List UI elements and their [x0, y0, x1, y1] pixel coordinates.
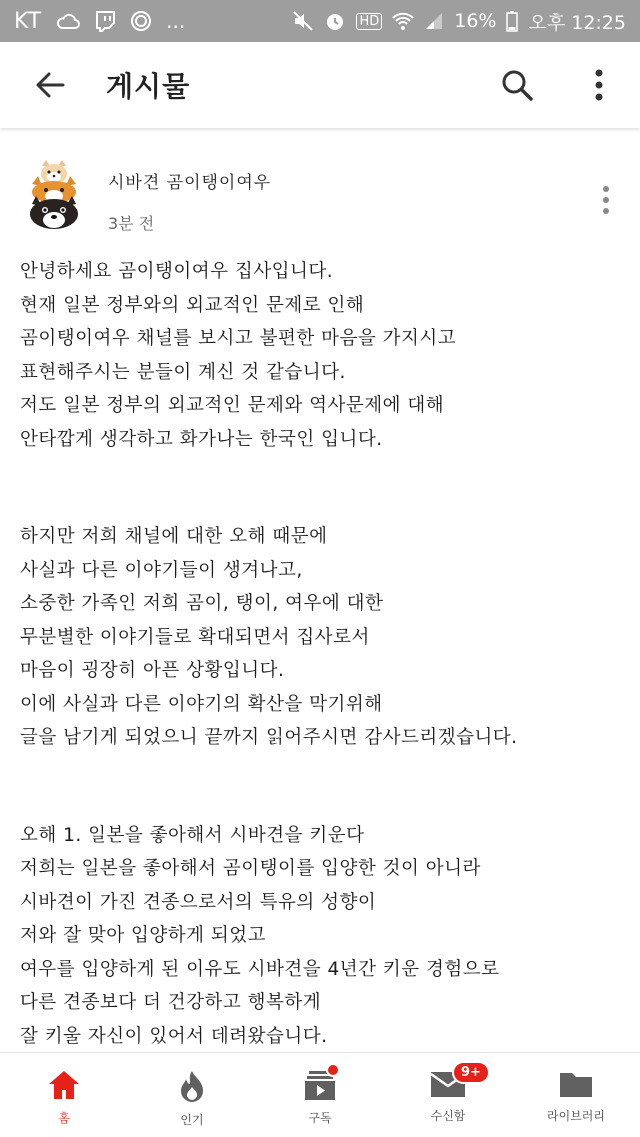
- alarm-icon: [324, 10, 346, 32]
- text-line: 오해 1. 일본을 좋아해서 시바견을 키운다: [20, 824, 365, 846]
- signal-icon: [424, 11, 444, 31]
- text-line: 마음이 굉장히 아픈 상황입니다.: [20, 660, 285, 681]
- cloud-icon: [56, 12, 80, 30]
- twitch-icon: [94, 10, 116, 32]
- hd-icon: HD: [356, 13, 382, 30]
- mute-icon: [292, 10, 314, 32]
- text-line: 안녕하세요 곰이탱이여우 집사입니다.: [20, 261, 334, 282]
- shiba-dogs-avatar-icon: [26, 160, 82, 230]
- arrow-back-icon: [35, 71, 65, 99]
- folder-icon: [559, 1069, 593, 1099]
- nav-item-inbox[interactable]: [384, 1053, 512, 1137]
- nav-label-home: 홈: [58, 1111, 70, 1125]
- nav-label-subscriptions: 구독: [308, 1111, 332, 1125]
- text-line: 하지만 저희 채널에 대한 오해 때문에: [20, 526, 328, 547]
- more-vert-icon: [594, 69, 604, 101]
- post-paragraph: [20, 255, 630, 456]
- text-line: 저와 잘 맞아 입양하게 되었고: [20, 925, 266, 946]
- app-bar: [0, 42, 640, 128]
- page-title: 게시물: [106, 70, 191, 103]
- text-line: 저도 일본 정부의 외교적인 문제와 역사문제에 대해: [20, 395, 445, 416]
- carrier-label: KT: [14, 8, 43, 34]
- back-button[interactable]: [0, 42, 100, 128]
- text-line: 저희는 일본을 좋아해서 곰이탱이를 입양한 것이 아니라: [20, 858, 481, 879]
- circle-app-icon: [130, 10, 152, 32]
- nav-label-library: 라이브러리: [547, 1109, 605, 1123]
- nav-label-trending: 인기: [180, 1113, 204, 1127]
- text-line: 잘 키울 자신이 있어서 데려왔습니다.: [20, 1025, 328, 1047]
- inbox-badge: 9+: [452, 1061, 490, 1084]
- wifi-icon: [392, 11, 414, 31]
- nav-item-library[interactable]: [512, 1053, 640, 1137]
- search-icon: [501, 69, 533, 101]
- nav-item-trending[interactable]: [128, 1053, 256, 1137]
- status-bar: [0, 0, 640, 42]
- battery-percent: 16%: [454, 10, 497, 32]
- bottom-navigation: [0, 1052, 640, 1137]
- nav-item-subscriptions[interactable]: [256, 1053, 384, 1137]
- text-line: 시바견이 가진 견종으로서의 특유의 성향이: [20, 891, 377, 913]
- nav-item-home[interactable]: [0, 1053, 128, 1137]
- more-notifications-indicator: ...: [166, 9, 186, 33]
- search-button[interactable]: [476, 42, 558, 128]
- text-line: 곰이탱이여우 채널를 보시고 불편한 마음을 가지시고: [20, 328, 457, 349]
- text-line: 이에 사실과 다른 이야기의 확산을 막기위해: [20, 693, 383, 715]
- text-line: 다른 견종보다 더 건강하고 행복하게: [20, 992, 322, 1013]
- text-line: 현재 일본 정부와의 외교적인 문제로 인해: [20, 294, 365, 316]
- trending-icon: [178, 1069, 206, 1103]
- more-vert-icon: [602, 185, 610, 215]
- clock: 오후 12:25: [528, 11, 626, 34]
- post-paragraph: [20, 819, 630, 1054]
- post-options-button[interactable]: [586, 170, 626, 230]
- text-line: 무분별한 이야기들로 확대되면서 집사로서: [20, 626, 370, 648]
- text-line: 소중한 가족인 저희 곰이, 탱이, 여우에 대한: [20, 593, 384, 614]
- post-paragraph: [20, 520, 630, 755]
- post-header: [0, 150, 640, 240]
- text-line: 사실과 다른 이야기들이 생겨나고,: [20, 559, 303, 581]
- text-line: 글을 남기게 되었으니 끝까지 읽어주시면 감사드리겠습니다.: [20, 727, 518, 748]
- text-line: 안타깝게 생각하고 화가나는 한국인 입니다.: [20, 428, 383, 450]
- new-content-dot: [326, 1063, 340, 1077]
- author-name[interactable]: 시바견 곰이탱이여우: [108, 173, 272, 193]
- home-icon: [47, 1069, 81, 1101]
- overflow-menu-button[interactable]: [558, 42, 640, 128]
- battery-icon: [506, 10, 518, 32]
- channel-avatar[interactable]: [26, 160, 82, 230]
- post-body: [20, 255, 630, 1117]
- nav-label-inbox: 수신함: [430, 1109, 466, 1123]
- text-line: 여우를 입양하게 된 이유도 시바견을 4년간 키운 경험으로: [20, 958, 500, 980]
- post-timestamp: 3분 전: [108, 214, 155, 233]
- text-line: 표현해주시는 분들이 계신 것 같습니다.: [20, 361, 346, 383]
